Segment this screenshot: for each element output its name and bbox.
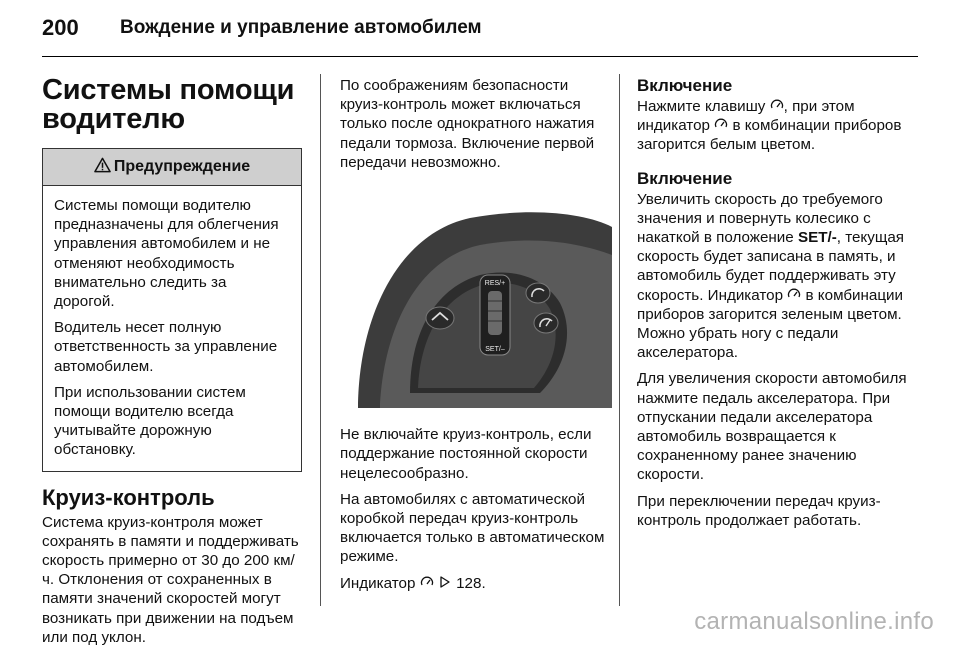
body-paragraph: Система круиз-контроля может сохранять в памяти и поддерживать скорость примерно от 30 до 200 км/ч. Отклонения от сохраненных в памяти значений скоростей могут возникать при движении на подъем или под уклон. [42,513,299,646]
watermark: carmanualsonline.info [694,608,934,635]
warning-paragraph: При использовании систем помощи водителю всегда учитывайте дорожную обстановку. [54,383,246,459]
page-number: 200 [42,15,79,40]
body-paragraph: При переключении передач круиз-контроль продолжает работать. [637,492,881,529]
set-label: SET/– [485,346,505,354]
steering-wheel-cruise-controls-image [340,193,615,408]
body-paragraph: По соображениям безопасности круиз-контроль может включаться только после однократного нажатия педали тормоза. Включение первой передачи невозможно. [340,77,595,171]
column-divider [619,74,620,606]
warning-paragraph: Водитель несет полную ответственность за управление автомобилем. [54,319,278,375]
right-column [637,76,922,537]
subheading-activation: Включение [637,76,733,95]
indicator-reference: Индикатор 128. [340,574,486,592]
warning-heading: Предупреждение [113,158,251,175]
res-label: RES/+ [484,280,506,288]
body-paragraph: Нажмите клавишу , при этом индикатор в комбинации приборов загорится белым цветом. [637,98,902,154]
set-label-bold: SET/- [797,229,837,247]
body-paragraph: Увеличить скорость до требуемого значения и повернуть колесико с накаткой в положение SET/-, текущая скорость будет записана в память, и автомобиль будет поддерживать эту скорость. Индикатор в комбинации приборов загорится зеленым цветом. Можно убрать ногу с педали акселератора. [637,190,905,362]
warning-paragraph: Системы помощи водителю предназначены для облегчения управления автомобилем и не отменяют необходимость внимательно следить за дорогой. [54,197,279,311]
warning-body [43,186,301,471]
cruise-control-icon [770,98,784,112]
middle-column [340,76,605,600]
warning-triangle-icon [94,157,111,173]
cruise-control-icon [420,575,434,589]
cruise-control-icon [714,117,728,131]
page-header [42,8,482,48]
section-title-driver-assist: Системы помощи водителю [42,74,295,135]
warning-box [42,148,302,472]
chapter-title: Вождение и управление автомобилем [120,17,482,38]
subheading-activation: Включение [637,168,733,188]
warning-header [43,149,301,186]
body-paragraph: Для увеличения скорости автомобиля нажмите педаль акселератора. При отпускании педали акселератора автомобиль возвращается к сохраненному ранее значению скорости. [637,370,907,484]
cruise-control-icon [787,287,801,301]
header-rule [42,56,918,57]
page-reference-icon [438,575,452,589]
body-paragraph: Не включайте круиз-контроль, если поддержание постоянной скорости нецелесообразно. [340,426,592,482]
left-column [42,76,302,654]
section-title-cruise-control: Круиз-контроль [42,484,215,510]
body-paragraph: На автомобилях с автоматической коробкой передач круиз-контроль включается только в автоматическом режиме. [340,490,605,566]
column-divider [320,74,321,606]
